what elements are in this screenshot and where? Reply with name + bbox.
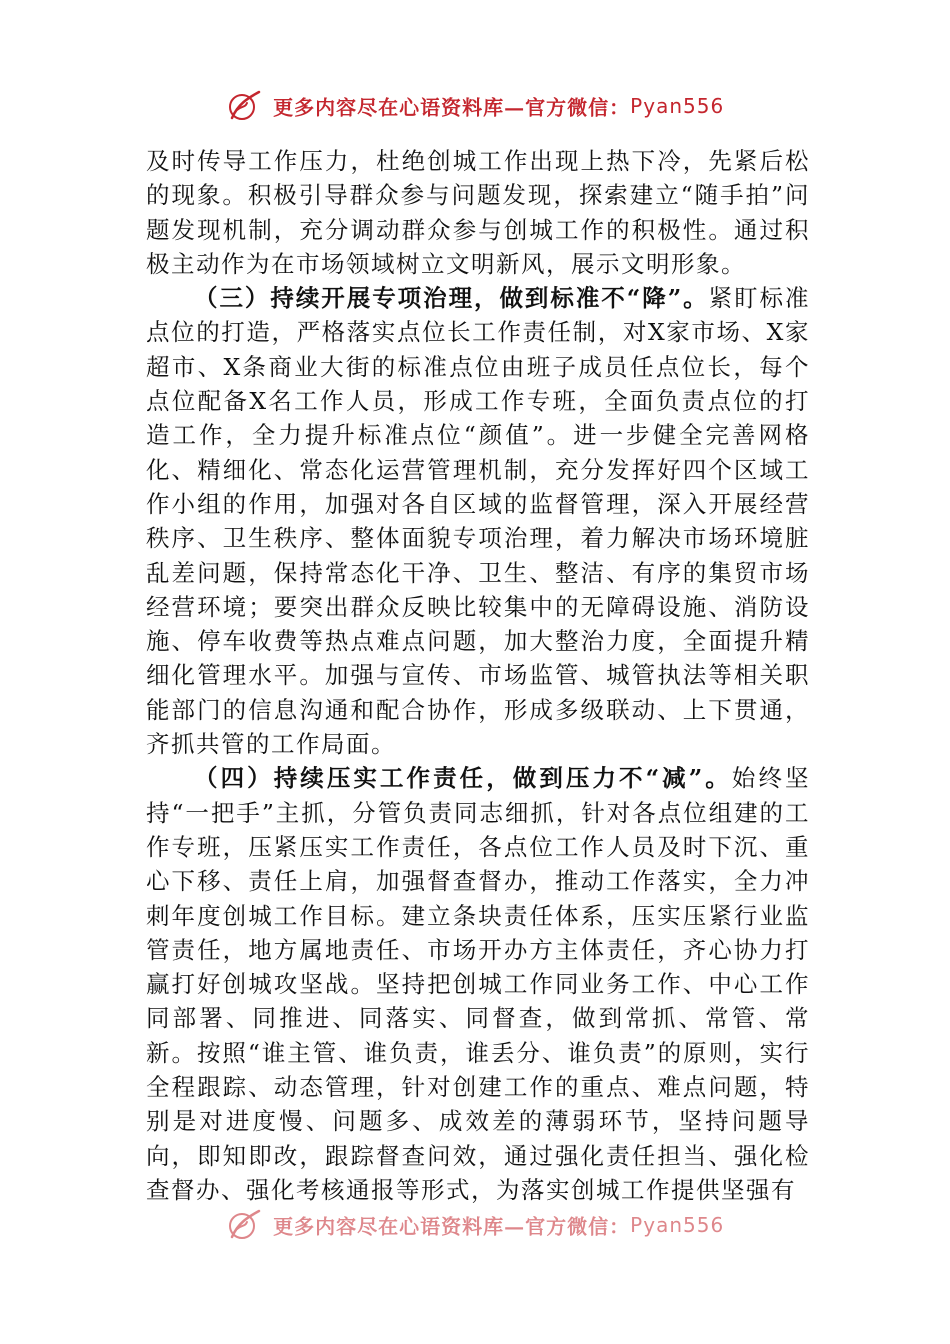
header-watermark [0,88,950,124]
pen-swirl-logo-icon [226,88,262,124]
footer-watermark [0,1207,950,1243]
pen-swirl-logo-icon [226,1207,262,1243]
section-four-heading: （四）持续压实工作责任，做到压力不“减”。 [194,764,732,793]
section-four-text: 始终坚持“一把手”主抓，分管负责同志细抓，针对各点位组建的工作专班，压紧压实工作责任，各点位工作人员及时下沉、重心下移、责任上肩，加强督查督办，推动工作落实，全力冲刺年度创城工作目标。建立条块责任体系，压实压紧行业监管责任，地方属地责任、市场开办方主体责任，齐心协力打赢打好创城攻坚战。坚持把创城工作同业务工作、中心工作同部署、同推进、同落实、同督查，做到常抓、常管、常新。按照“谁主管、谁负责，谁丢分、谁负责”的原则，实行全程跟踪、动态管理，针对创建工作的重点、难点问题，特别是对进度慢、问题多、成效差的薄弱环节，坚持问题导向，即知即改，跟踪督查问效，通过强化责任担当、强化检查督办、强化考核通报等形式，为落实创城工作提供坚强有 [146,764,811,1204]
section-three-heading: （三）持续开展专项治理，做到标准不“降”。 [194,284,709,313]
paragraph-section-three [146,281,810,761]
document-body [146,144,810,1207]
section-three-text: 紧盯标准点位的打造，严格落实点位长工作责任制，对X家市场、X家超市、X条商业大街的标准点位由班子成员任点位长，每个点位配备X名工作人员，形成工作专班，全面负责点位的打造工作，全力提升标准点位“颜值”。进一步健全完善网格化、精细化、常态化运营管理机制，充分发挥好四个区域工作小组的作用，加强对各自区域的监督管理，深入开展经营秩序、卫生秩序、整体面貌专项治理，着力解决市场环境脏乱差问题，保持常态化干净、卫生、整洁、有序的集贸市场经营环境；要突出群众反映比较集中的无障碍设施、消防设施、停车收费等热点难点问题，加大整治力度，全面提升精细化管理水平。加强与宣传、市场监管、城管执法等相关职能部门的信息沟通和配合协作，形成多级联动、上下贯通，齐抓共管的工作局面。 [146,284,810,759]
watermark-wechat-id: Pyan556 [630,94,725,118]
watermark-text: 更多内容尽在心语资料库—官方微信： [273,1214,631,1239]
paragraph-continuation [146,144,810,281]
paragraph-section-four [146,761,810,1207]
watermark-text: 更多内容尽在心语资料库—官方微信： [273,95,631,120]
paragraph-text: 及时传导工作压力，杜绝创城工作出现上热下冷，先紧后松的现象。积极引导群众参与问题发现，探索建立“随手拍”问题发现机制，充分调动群众参与创城工作的积极性。通过积极主动作为在市场领域树立文明新风，展示文明形象。 [146,147,810,278]
watermark-wechat-id: Pyan556 [630,1213,725,1237]
